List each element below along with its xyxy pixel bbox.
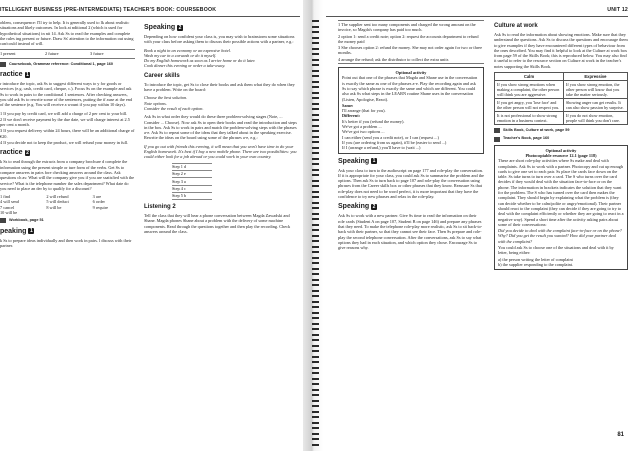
column-4 [494, 20, 628, 430]
binding-ring [312, 400, 319, 402]
table-cell: If you show strong emotion, the other person will know that you take the matter seriously. [563, 81, 627, 99]
answer: 7 cancel [0, 204, 15, 210]
binding-ring [312, 59, 319, 61]
binding-ring [312, 147, 319, 149]
binding-ring [312, 367, 319, 369]
table-cell: If you do not show emotion, people will think you don't care. [563, 112, 627, 125]
binding-ring [312, 20, 319, 22]
board-line: Choose the best solution. [144, 95, 188, 101]
binding-ring [312, 103, 319, 105]
section-heading-listening-2: Listening 2 [144, 204, 176, 211]
different-line: I can either (send you a credit note), or I can (request ...) [342, 134, 439, 140]
header-unit: UNIT 12 [607, 7, 628, 13]
answer: 2 will refund [46, 194, 69, 200]
binding-ring [312, 372, 319, 374]
answer: 9 require [92, 204, 109, 210]
binding-ring [312, 422, 319, 424]
step: Step 1 d [172, 164, 212, 171]
binding-ring [312, 185, 319, 187]
optional-activity-text: These are short role-play activities where Ss make and deal with complaints. Ask Ss to work with a partner. Photocopy and cut up enough cards to give one set to each pair. Ss place the cards face down on the table. Ss take turns to turn over a card. The S who turns over the card decides if they would deal with the situation face-to-face or on the phone. The information in brackets indicates the solution that they want for the problem. The S who has turned over the card then makes the complaint. They should begin by explaining what the problem is (they can decide whether to be calm/polite or angry/emotional). Their partner should react to the complaint (they can decide if they are going to try to deal with the complaint efficiently or whether they are going to react in a negative way). Spend a short time after the activity asking pairs about some of their conversations: [498, 158, 624, 227]
binding-ring [312, 240, 319, 242]
optional-activity-end: You could ask Ss to choose one of the situations and deal with it by letter, being either: [498, 245, 614, 256]
table-cell: If you get angry, you 'lose face' and the other person will not respect you. [495, 99, 564, 112]
binding-ring [312, 433, 319, 435]
binding-ring [312, 328, 319, 330]
optional-activity-questions: Did you decide to deal with the complaint face-to-face or on the phone? Why? Did you get the result you wanted? How did your partner deal with the complaint? [498, 228, 622, 244]
example-line: Cook dinner this evening or order a take-away. [144, 63, 226, 69]
example-line: Do my English homework as soon as I arrive home or do it later. [144, 58, 256, 64]
binding-ring [312, 169, 319, 171]
list-item: 3 If you request delivery within 24 hours, there will be an additional charge of €20. [0, 128, 135, 139]
binding-ring [312, 70, 319, 72]
binding-ring [312, 361, 319, 363]
career-intro: To introduce the topic, get Ss to close their books and ask them what they do when they have a problem. Write on the board: [144, 81, 295, 93]
list-item: b) the supplier responding to the complaint. [498, 261, 574, 267]
practice-2-answers [0, 194, 135, 215]
binding-ring [312, 246, 319, 248]
section-heading-culture-at-work: Culture at work [494, 23, 538, 29]
binding-ring [312, 31, 319, 33]
binding-ring [312, 279, 319, 281]
section-heading-speaking-1: peaking 1 [0, 227, 33, 235]
list-item: 3 She chooses option 2: refund the money. She may not order again for two or three months. [338, 45, 482, 56]
binding-ring [312, 284, 319, 286]
different-line: It's better if you (refund the money). [342, 118, 405, 124]
career-example: If you go out with friends this evening, it will mean that you won't have time to do your English homework. It's best if I buy a new mobile phone. There are two possibilities: you could either look for a job abroad or you could work in your own country. [144, 143, 297, 160]
binding-ring [312, 350, 319, 352]
practice-1-answers [0, 111, 135, 146]
binding-ring [312, 114, 319, 116]
binding-ring [312, 383, 319, 385]
binding-ring [312, 306, 319, 308]
culture-text: Ask Ss to read the information about showing emotions. Make sure that they understand the questions. Ask Ss to discuss the questions and encourage them to give examples if they have encountered different types of behaviour from the ones described. You may find it helpful to look at the Culture at work box from page 59 of the Skills Book; this is reproduced below. You may also find it useful to refer to the resource section on Culture at work in the teacher's notes supporting the Skills Book. [494, 32, 628, 69]
list-item: 2 If we don't receive payment by the due date, we will charge interest at 2.5 per cent a month. [0, 116, 130, 128]
answer: 2 future [45, 51, 59, 57]
table-row [495, 99, 628, 112]
section-heading-practice-1: ractice 1 [0, 71, 29, 79]
answer: 6 order [92, 199, 105, 205]
binding-ring [312, 37, 319, 39]
section-heading-speaking-2: Speaking 2 [144, 24, 182, 31]
book-icon [494, 137, 500, 142]
answer: 3 are [92, 194, 102, 200]
page-number: 81 [617, 432, 624, 438]
column-2 [144, 20, 298, 440]
table-header-row [495, 73, 628, 81]
table-cell: Showing anger can get results. It can also show passion by surprise. [563, 99, 627, 112]
optional-activity-title: Optional activity [395, 70, 427, 76]
optional-activity-box [494, 145, 628, 271]
binding-ring [312, 130, 319, 132]
binding-ring [312, 119, 319, 121]
answer: 10 will be [0, 210, 18, 216]
header-rule-right [326, 16, 628, 17]
optional-activity-text: Point out that one of the phrases that Magda and Shane use in the conversation is exactly the same as one of the phrases a-e. Play the recording again and ask Ss to say which phrase is exactly the same and which are different. You could also ask Ss what steps in the LEARN routine Shane uses in the conversation (Listen, Apologise, React). [342, 75, 478, 102]
binding-ring [312, 180, 319, 182]
step: Step 2 e [172, 171, 212, 178]
board-line: Note options. [144, 100, 167, 106]
different-line: We've got a problem ... [342, 124, 382, 130]
binding-ring [312, 86, 319, 88]
list-item: 4 If you decide not to keep the product, we will refund your money in full. [0, 140, 129, 146]
binding-ring [312, 207, 319, 209]
different-line: We've got two options ... [342, 129, 385, 135]
binding-ring [312, 312, 319, 314]
column-3 [338, 20, 484, 440]
binding-ring [312, 339, 319, 341]
section-heading-speaking-2: Speaking 2 [338, 203, 376, 211]
binding-ring [312, 427, 319, 429]
binding-ring [312, 229, 319, 231]
different-line: If I (arrange a refund,) you'll have to (wait ...) [342, 145, 421, 151]
list-item: a) the person writing the letter of complaint [498, 256, 573, 262]
different-line: If you (are ordering from us again), it'll be (easier to send ...) [342, 139, 447, 145]
binding-ring [312, 174, 319, 176]
listening-text: Tell the class that they will hear a phone conversation between Magda Zawadski and Shane. Magda phones Shane about a problem with the delivery of some machine components. Read through the questions together and then play the recording. Check answers around the class. [144, 213, 291, 235]
answer: 1 present [0, 51, 16, 57]
binding-ring [312, 394, 319, 396]
list-item: 1 If you pay by credit card, we will add a charge of 2 per cent to your bill. [0, 110, 128, 116]
binding-ring [312, 262, 319, 264]
same-label: Same: [342, 102, 354, 108]
board-line: Consider the result of each option. [144, 105, 204, 111]
workbook-reference: Workbook, page 51 [0, 218, 135, 223]
binding-ring [312, 213, 319, 215]
binding-ring [312, 163, 319, 165]
table-row [495, 112, 628, 125]
step: Step 4 c [172, 186, 212, 193]
practice-2-text: k Ss to read through the extracts from a company brochure d complete the information using the present simple or ture form of the verbs. Get Ss to compare answers in pairs fore checking answers around the class. Ask questions ch as: What will the company give you if you are ssatisfied with the service? What is the telephone number the sales department? What date do you need to place an der by to qualify for a discount? [0, 159, 135, 191]
binding-ring [312, 334, 319, 336]
binding-ring [312, 108, 319, 110]
skills-book-reference: Skills Book, Culture at work, page 59 [494, 128, 628, 133]
binding-ring [312, 257, 319, 259]
binding-ring [312, 191, 319, 193]
binding-ring [312, 196, 319, 198]
binding-ring [312, 42, 319, 44]
binding-ring [312, 26, 319, 28]
binding-ring [312, 218, 319, 220]
binding-ring [312, 75, 319, 77]
listening-answers [338, 20, 484, 64]
answer-row [0, 49, 135, 58]
binding-ring [312, 224, 319, 226]
conditional-intro: oblem, consequence: I'll try to help. It is generally used to lk about realistic situations and likely outcomes. In look at nditional 2 (which is used for hypothetical situations) in nit 14. Ask Ss to read the examples and complete the rules ing present or future. Draw Ss' attention to the information out using can/could instead of will. [0, 20, 134, 47]
section-heading-career-skills: Career skills [144, 72, 180, 79]
table-cell: If you show strong emotions when making a complaint, the other person will think you are aggressive. [495, 81, 564, 99]
header-rule-left [0, 16, 300, 17]
book-icon [494, 128, 500, 133]
binding-ring [312, 64, 319, 66]
practice-1-text: r introduce the topic, ask Ss to suggest different ways to y for goods or services (e.g. cash, credit card, cheque, c.). Focus Ss on the example and ask Ss to work in pairs to the conditional 1 sentences. After checking answers, you uld ask Ss to rewrite some of the sentences, putting the if ause at the end of the sentence (e.g. You will receive a wount if you pay within 10 days). [0, 81, 133, 108]
binding-ring [312, 97, 319, 99]
binding-ring [312, 317, 319, 319]
speaking-1-text: k Ss to prepare ideas individually and then work in pairs. l discuss with their partner. [0, 237, 132, 248]
book-icon [0, 218, 6, 223]
table-header: Expressive [563, 73, 627, 81]
photocopiable-resource: Photocopiable resource 12.1 (page 118) [525, 152, 597, 158]
step: Step 3 a [172, 178, 212, 185]
binding-ring [312, 323, 319, 325]
section-heading-practice-2: ractice 2 [0, 149, 29, 157]
binding-ring [312, 152, 319, 154]
binding-ring [312, 416, 319, 418]
binding-ring [312, 405, 319, 407]
section-heading-speaking-1: Speaking 1 [338, 157, 376, 165]
binding-ring [312, 389, 319, 391]
example-line: Book a night in an economy or an expensive hotel. [144, 47, 231, 53]
binding-ring [312, 444, 319, 446]
speaking-2-text: Ask Ss to work with a new partner. Give Ss time to read the information on their role cards (Student A on page 107, Student B on page 146) and prepare any phrases that they need. To make the telephone role-play more realistic, ask Ss to sit back-to-back with their partner, so that they cannot see their face. Then Ss prepare and role-play the second telephone conversation. After the conversations, ask Ss to say what options they had in each situation, and which option they chose. Encourage Ss to give reasons why. [338, 213, 483, 251]
example-line: Wash my car in a carwash or do it myself. [144, 52, 217, 58]
binding-ring [312, 295, 319, 297]
list-item: 1 The supplier sent too many components and charged the wrong amount on the invoice, so Magda's company has paid too much. [338, 22, 476, 33]
binding-ring [312, 356, 319, 358]
binding-ring [312, 202, 319, 204]
answer: 4 will send [0, 199, 19, 205]
binding-ring [312, 438, 319, 440]
binding-ring [312, 345, 319, 347]
header-book-title: ITELLIGENT BUSINESS (PRE-INTERMEDIATE) TEACHER'S BOOK: COURSEBOOK [0, 7, 217, 13]
binding-ring [312, 268, 319, 270]
grammar-reference: Coursebook, Grammar reference: Conditional 1, page 160 [0, 62, 135, 67]
board-lines [144, 95, 298, 111]
binding-ring [312, 411, 319, 413]
speaking-2-text: Depending on how confident your class is, you may wish to brainstorm some situations with your class before asking them to discuss their possible actions with a partner, e.g.: [144, 34, 295, 45]
table-cell: It is not professional to show strong emotion in a business context. [495, 112, 564, 125]
binding-ring [312, 290, 319, 292]
same-text: I'll arrange (that for you). [342, 108, 386, 114]
binding-ring [312, 48, 319, 50]
speaking-1-text: Ask your class to turn to the audioscript on page 177 and role-play the conversation. If it is appropriate for your class, you could ask Ss to summarise the problem and the options. Then ask Ss to turn back to page 107 and role-play the conversation using phrases from the Career skills box or other phrases that they know. Reassure Ss that role-play does not need to be word perfect, it is more important that they have the confidence to try new phrases and relax in the role-play. [338, 167, 484, 200]
binding-ring [312, 158, 319, 160]
column-1 [0, 20, 135, 440]
binding-ring [312, 53, 319, 55]
binding-ring [312, 92, 319, 94]
binding-ring [312, 301, 319, 303]
table-row [495, 81, 628, 99]
different-label: Different: [342, 113, 361, 119]
book-icon [0, 62, 6, 67]
list-item: 2 option 1: send a credit note; option 2: request the accounts department to refund the money paid [338, 33, 479, 44]
binding-ring [312, 125, 319, 127]
answer: 8 will be [46, 204, 62, 210]
binding-ring [312, 136, 319, 138]
binding-ring [312, 235, 319, 237]
career-text: Ask Ss in what order they would do these three problem-solving stages (Note, ... Consider ... Choose). Now ask Ss to open their books and read the introduction and steps in the box. Ask Ss to work in pairs and match the problem-solving steps with the phrases a-e. Ask Ss to repeat some of the ideas that they talked about in the speaking exercise. Rewrite the ideas on the board using some of the phrases a-e, e.g.: [144, 114, 297, 141]
answer: 3 future [90, 51, 104, 57]
optional-activity-box [338, 67, 484, 153]
optional-activity-title: Optional activity [545, 147, 577, 153]
list-item: 4 arrange the refund; ask the distributor to collect the extra units [338, 56, 449, 62]
speaking-2-examples [144, 48, 298, 69]
answer: 5 will deduct [46, 199, 69, 205]
teachers-book-reference: Teacher's Book, page 160 [494, 136, 628, 141]
binding-ring [312, 273, 319, 275]
binding-ring [312, 378, 319, 380]
step: Step 5 b [172, 193, 212, 200]
steps-answers [172, 163, 212, 200]
binding-ring [312, 141, 319, 143]
binding-ring [312, 81, 319, 83]
calm-expressive-table [494, 72, 628, 125]
binding-ring [312, 251, 319, 253]
table-header: Calm [495, 73, 564, 81]
answer: 1 find [0, 194, 11, 200]
